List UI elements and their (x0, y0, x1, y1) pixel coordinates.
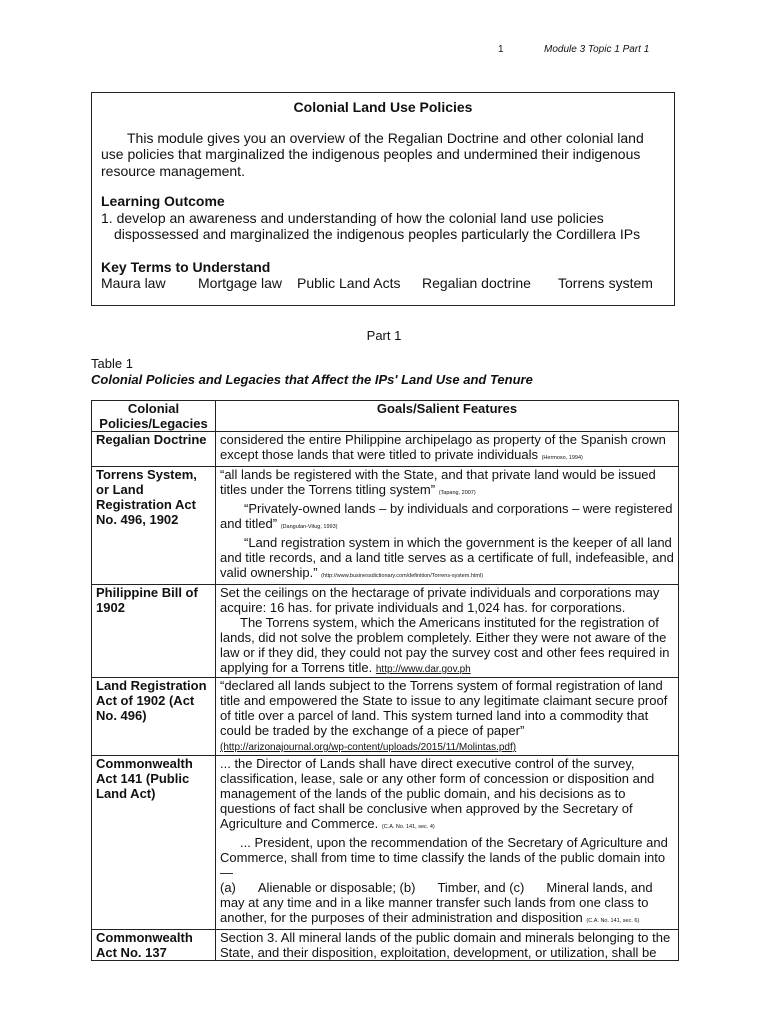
learning-outcome-line2: dispossessed and marginalized the indigenous peoples particularly the Cordillera IPs (114, 226, 641, 242)
features-text: ... President, upon the recommendation of the Secretary of Agriculture and Commerce, shall from time to time classify the lands of the public domain into — (220, 835, 668, 880)
table-row (92, 467, 679, 585)
citation: (Tapang, 2007) (438, 490, 476, 496)
key-terms-list (101, 275, 665, 293)
key-term: Regalian doctrine (422, 275, 531, 291)
features-text: ... the Director of Lands shall have direct executive control of the survey, classification, lease, sale or any other form of concession or disposition and management of the lands of the public domain, and his decisions as to questions of fact shall be conclusive when approved by the Secretary of Agriculture and Commerce. (220, 756, 655, 831)
table-label: Table 1 (91, 356, 133, 371)
policy-features (216, 467, 679, 585)
header-policies: Colonial Policies/Legacies (92, 401, 216, 432)
key-term: Public Land Acts (297, 275, 401, 291)
features-text: Set the ceilings on the hectarage of private individuals and corporations may acquire: 16 has. for private individuals and 1,024 has. for corporations. (220, 585, 660, 615)
citation: (Hermoso, 1994) (541, 455, 583, 461)
table-row (92, 756, 679, 930)
policy-features: Section 3. All mineral lands of the public domain and minerals belonging to the State, and their disposition, exploitation, development, or utilization, shall be (216, 930, 679, 961)
table-caption: Colonial Policies and Legacies that Affect the IPs' Land Use and Tenure (91, 372, 533, 387)
policy-features (216, 432, 679, 467)
features-text: “declared all lands subject to the Torrens system of formal registration of land title and empowered the State to issue to any legitimate claimant secure proof of title over a parcel of land. This system turned land into a commodity that could be traded by the exchange of a piece of paper” (220, 678, 668, 738)
features-text: “Land registration system in which the government is the keeper of all land and title records, and a land title serves as a certificate of full, indefeasible, and valid ownership.” (220, 535, 674, 580)
page-number: 1 (498, 44, 504, 55)
key-term: Mortgage law (198, 275, 283, 291)
table-row (92, 678, 679, 756)
policy-features (216, 756, 679, 930)
policies-table (91, 400, 679, 961)
policy-features (216, 678, 679, 756)
table-row (92, 585, 679, 678)
option-c-text: Mineral lands, and (546, 880, 653, 895)
policy-name: Land Registration Act of 1902 (Act No. 496) (92, 678, 216, 756)
key-term: Maura law (101, 275, 166, 291)
citation: (http://www.businessdictionary.com/definition/Torrens-system.html) (321, 573, 484, 579)
learning-outcome (101, 210, 665, 243)
features-text: “Privately-owned lands – by individuals and corporations – were registered and titled” (220, 501, 673, 531)
page-header (0, 44, 768, 60)
option-a-label: (a) (220, 880, 236, 895)
reference-link[interactable]: http://www.dar.gov.ph (375, 664, 471, 675)
policy-name: Commonwealth Act No. 137 (92, 930, 216, 961)
policy-name: Torrens System, or Land Registration Act No. 496, 1902 (92, 467, 216, 585)
key-term: Torrens system (558, 275, 653, 291)
citation: (C.A. No. 141, sec. 6) (586, 918, 640, 924)
features-text: may at any time and in a like manner transfer such lands from one class to another, for the purposes of their administration and disposition (220, 895, 649, 925)
citation: (Dangulan-Vitug, 1993) (280, 524, 338, 530)
module-label: Module 3 Topic 1 Part 1 (544, 44, 650, 55)
option-a-text: Alienable or disposable; (b) (257, 880, 416, 895)
intro-box (91, 92, 675, 306)
overview-paragraph: This module gives you an overview of the Regalian Doctrine and other colonial land use policies that marginalized the indigenous peoples and undermined their indigenous resource management. (101, 129, 644, 179)
features-text: “all lands be registered with the State, and that private land would be issued titles under the Torrens titling system” (220, 467, 656, 497)
part-label: Part 1 (366, 328, 402, 343)
option-b-text: Timber, and (c) (437, 880, 525, 895)
policy-features (216, 585, 679, 678)
key-terms-heading: Key Terms to Understand (101, 258, 271, 275)
table-header-row (92, 401, 679, 432)
citation: (C.A. No. 141, sec. 4) (381, 824, 435, 830)
learning-outcome-line1: 1. develop an awareness and understanding of how the colonial land use policies (101, 209, 604, 226)
learning-outcome-heading: Learning Outcome (101, 193, 225, 209)
policy-name: Commonwealth Act 141 (Public Land Act) (92, 756, 216, 930)
header-features: Goals/Salient Features (216, 401, 679, 432)
module-title: Colonial Land Use Policies (293, 99, 473, 115)
features-text: The Torrens system, which the Americans instituted for the registration of lands, did not solve the problem completely. Either they were not aware of the law or if they did, they could not pay the survey cost and other fees required in applying for a Torrens title. (220, 615, 670, 675)
features-text: considered the entire Philippine archipelago as property of the Spanish crown except those lands that were titled to private individuals (220, 432, 666, 462)
policy-name: Regalian Doctrine (92, 432, 216, 467)
table-row (92, 930, 679, 961)
reference-link[interactable]: (http://arizonajournal.org/wp-content/uploads/2015/11/Molintas.pdf) (220, 742, 517, 753)
policy-name: Philippine Bill of 1902 (92, 585, 216, 678)
table-row (92, 432, 679, 467)
